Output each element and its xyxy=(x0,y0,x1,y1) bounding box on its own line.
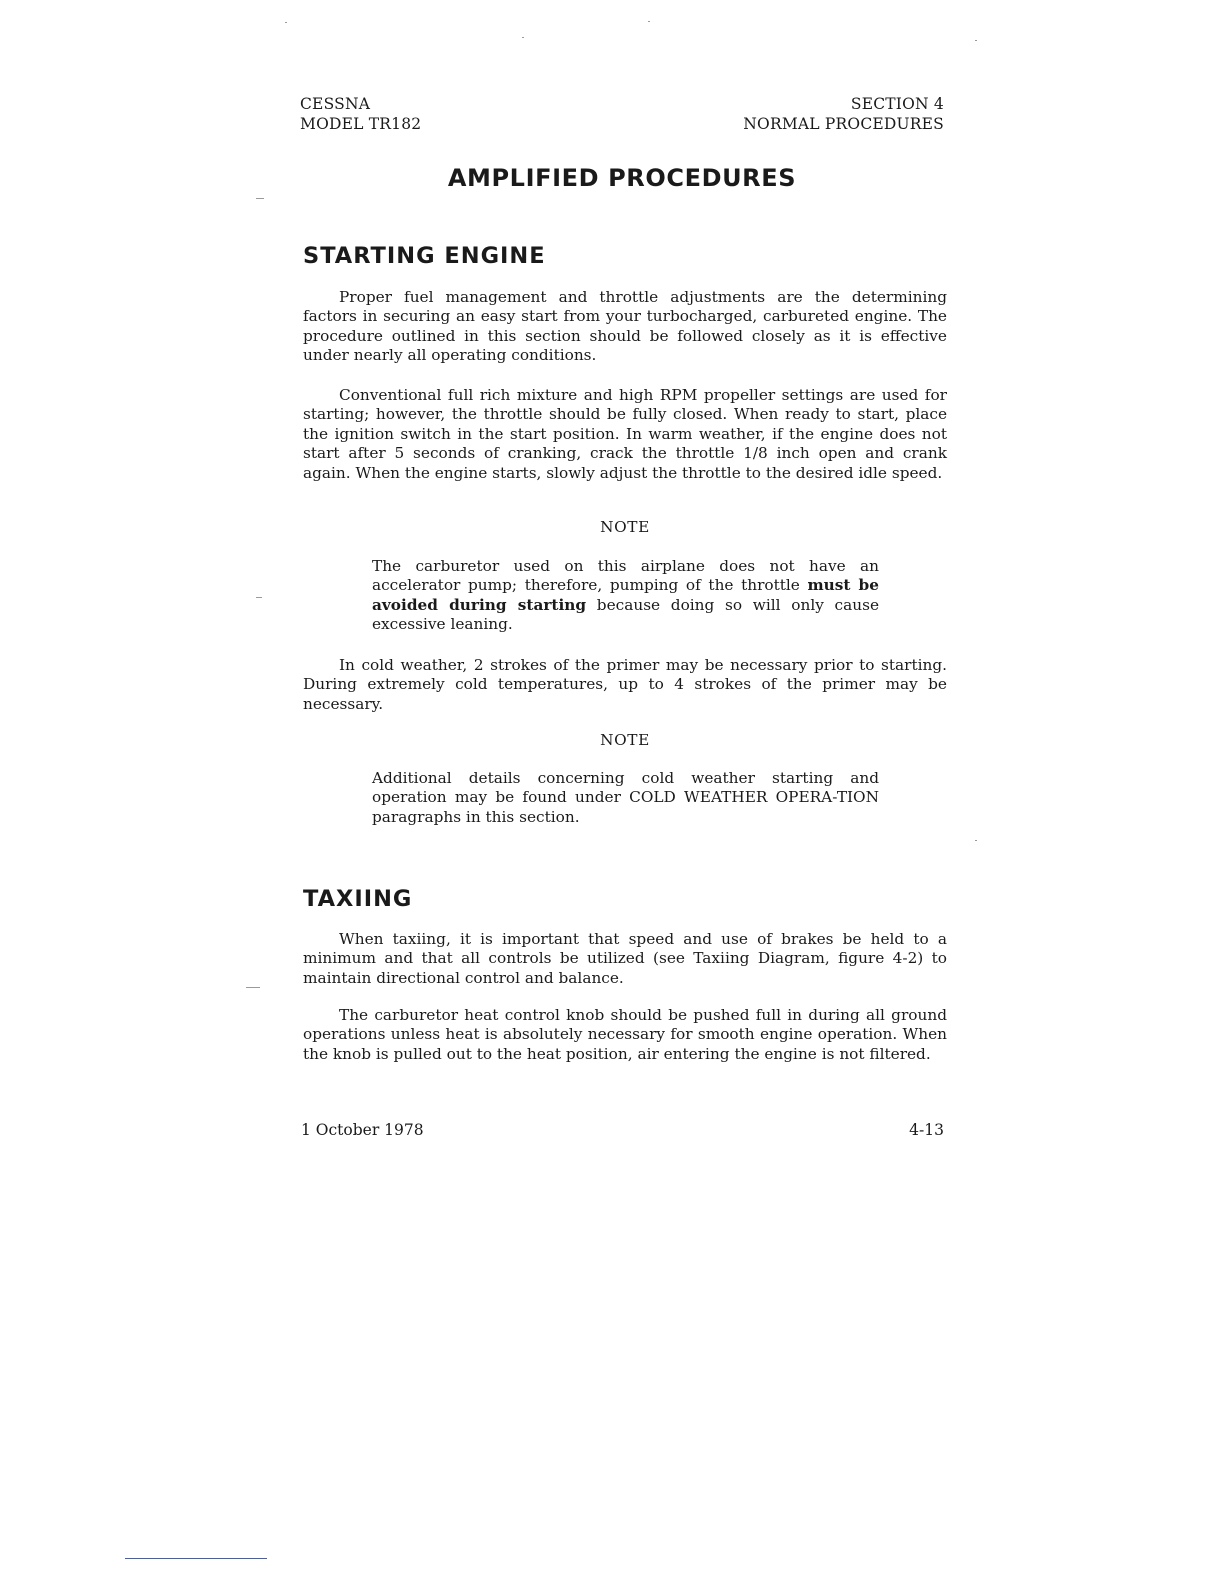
header-model: MODEL TR182 xyxy=(300,115,422,133)
scan-speck xyxy=(256,198,264,199)
blue-underline-mark xyxy=(125,1558,267,1559)
header-left xyxy=(300,94,421,134)
note-carburetor-text-a: The carburetor used on this airplane does not have an accelerator pump; therefore, pumping of the throttle xyxy=(372,557,879,595)
paragraph-taxiing-controls: When taxiing, it is important that speed and use of brakes be held to a minimum and that all controls be utilized (see Taxiing Diagram, figure 4-2) to maintain directional control and balance. xyxy=(303,930,947,987)
header-section-title: NORMAL PROCEDURES xyxy=(743,115,944,133)
paragraph-carburetor-heat: The carburetor heat control knob should be pushed full in during all ground operations unless heat is absolutely necessary for smooth engine operation. When the knob is pulled out to the heat position, air entering the engine is not filtered. xyxy=(303,1006,947,1063)
footer-page-number: 4-13 xyxy=(909,1121,944,1139)
paragraph-conventional-start: Conventional full rich mixture and high RPM propeller settings are used for starting; however, the throttle should be fully closed. When ready to start, place the ignition switch in the start position. In warm weather, if the engine does not start after 5 seconds of cranking, crack the throttle 1/8 inch open and crank again. When the engine starts, slowly adjust the throttle to the desired idle speed. xyxy=(303,386,947,482)
page-title: AMPLIFIED PROCEDURES xyxy=(447,164,797,192)
note-label-1: NOTE xyxy=(600,518,650,536)
note-carburetor xyxy=(372,557,879,635)
scan-speck xyxy=(975,840,977,841)
scan-speck xyxy=(975,40,977,41)
scan-speck xyxy=(256,597,262,598)
header-right xyxy=(680,94,944,134)
note-cold-weather: Additional details concerning cold weather starting and operation may be found under COLD WEATHER OPERA-TION paragraphs in this section. xyxy=(372,769,879,826)
note-carburetor-text-b: because doing so will only cause excessive leaning. xyxy=(372,595,879,634)
heading-taxiing: TAXIING xyxy=(303,886,413,912)
scan-speck xyxy=(522,37,524,38)
note-label-2: NOTE xyxy=(600,731,650,749)
paragraph-fuel-management: Proper fuel management and throttle adjustments are the determining factors in securing an easy start from your turbocharged, carbureted engine. The procedure outlined in this section should be followed closely as it is effective under nearly all operating conditions. xyxy=(303,288,947,365)
scan-speck xyxy=(285,22,287,23)
scan-speck xyxy=(246,987,260,988)
header-manufacturer: CESSNA xyxy=(300,95,371,113)
header-section: SECTION 4 xyxy=(850,95,944,113)
heading-starting-engine: STARTING ENGINE xyxy=(303,243,546,269)
footer-date: 1 October 1978 xyxy=(301,1121,424,1139)
scan-speck xyxy=(648,21,650,22)
paragraph-cold-weather: In cold weather, 2 strokes of the primer may be necessary prior to starting. During extremely cold temperatures, up to 4 strokes of the primer may be necessary. xyxy=(303,656,947,713)
note-carburetor-emphasis: must be avoided during starting xyxy=(372,576,879,614)
